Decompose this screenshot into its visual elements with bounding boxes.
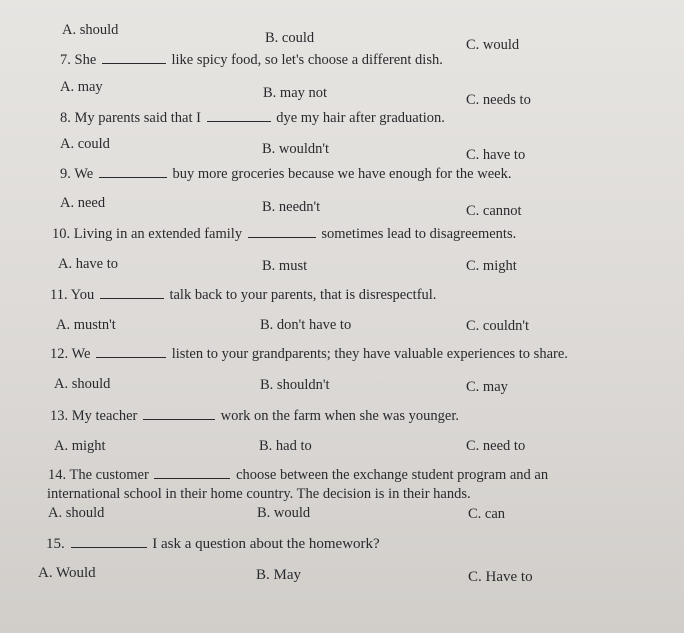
q12-blank[interactable] xyxy=(96,356,166,358)
q14-option-a: A. should xyxy=(48,505,105,521)
q14-stem-before: 14. The customer xyxy=(48,467,149,483)
q15-blank[interactable] xyxy=(71,546,147,548)
q6-option-b: B. could xyxy=(265,30,315,46)
q7-stem-before: 7. She xyxy=(60,52,97,68)
q7-blank[interactable] xyxy=(102,62,166,64)
q14-blank[interactable] xyxy=(154,477,230,479)
q11-blank[interactable] xyxy=(100,297,164,299)
q13-option-c: C. need to xyxy=(466,438,526,454)
q13-blank[interactable] xyxy=(143,418,215,420)
q9-option-a: A. need xyxy=(60,195,106,211)
question-15 xyxy=(46,536,380,553)
q13-option-b: B. had to xyxy=(259,438,312,454)
q6-option-c: C. would xyxy=(466,37,520,53)
q12-option-b: B. shouldn't xyxy=(260,377,330,393)
question-12 xyxy=(50,346,568,363)
question-11 xyxy=(50,287,436,304)
q12-option-a: A. should xyxy=(54,376,111,392)
question-13 xyxy=(50,408,459,425)
q14-stem-line2: international school in their home country. The decision is in their hands. xyxy=(47,486,471,502)
q12-option-c: C. may xyxy=(466,379,508,395)
q9-option-b: B. needn't xyxy=(262,199,321,215)
q15-stem-before: 15. xyxy=(46,536,65,552)
q9-stem-after: buy more groceries because we have enough for the week. xyxy=(172,166,512,182)
question-9 xyxy=(60,166,511,183)
q13-option-a: A. might xyxy=(54,438,106,454)
q14-stem-after: choose between the exchange student program and an xyxy=(236,467,549,483)
question-14 xyxy=(48,467,548,484)
q10-stem-after: sometimes lead to disagreements. xyxy=(321,226,517,242)
q9-stem-before: 9. We xyxy=(60,166,94,182)
q15-option-c: C. Have to xyxy=(468,569,533,585)
q15-option-b: B. May xyxy=(256,567,301,583)
question-8 xyxy=(60,110,445,127)
q8-option-c: C. have to xyxy=(466,147,526,163)
q13-stem-before: 13. My teacher xyxy=(50,408,138,424)
q10-stem-before: 10. Living in an extended family xyxy=(52,226,243,242)
q7-option-c: C. needs to xyxy=(466,92,531,108)
q8-option-a: A. could xyxy=(60,136,110,152)
q15-stem-after: I ask a question about the homework? xyxy=(152,536,380,552)
q10-option-a: A. have to xyxy=(58,256,118,272)
q8-option-b: B. wouldn't xyxy=(262,141,330,157)
q10-option-b: B. must xyxy=(262,258,308,274)
q8-blank[interactable] xyxy=(207,120,271,122)
q13-stem-after: work on the farm when she was younger. xyxy=(220,408,460,424)
q10-blank[interactable] xyxy=(248,236,316,238)
q7-option-a: A. may xyxy=(60,79,103,95)
q11-option-b: B. don't have to xyxy=(260,317,352,333)
q7-stem-after: like spicy food, so let's choose a different dish. xyxy=(171,52,443,68)
q11-option-c: C. couldn't xyxy=(466,318,530,334)
q14-option-c: C. can xyxy=(468,506,506,522)
q8-stem-before: 8. My parents said that I xyxy=(60,110,201,126)
q9-blank[interactable] xyxy=(99,176,167,178)
q7-option-b: B. may not xyxy=(263,85,328,101)
q9-option-c: C. cannot xyxy=(466,203,522,219)
q12-stem-after: listen to your grandparents; they have valuable experiences to share. xyxy=(171,346,568,362)
q6-option-a: A. should xyxy=(62,22,119,38)
q11-option-a: A. mustn't xyxy=(56,317,116,333)
q11-stem-before: 11. You xyxy=(50,287,95,303)
question-7 xyxy=(60,52,443,69)
q14-option-b: B. would xyxy=(257,505,311,521)
q12-stem-before: 12. We xyxy=(50,346,91,362)
q15-option-a: A. Would xyxy=(38,565,96,581)
q11-stem-after: talk back to your parents, that is disrespectful. xyxy=(169,287,437,303)
q8-stem-after: dye my hair after graduation. xyxy=(276,110,445,126)
question-10 xyxy=(52,226,516,243)
q10-option-c: C. might xyxy=(466,258,517,274)
